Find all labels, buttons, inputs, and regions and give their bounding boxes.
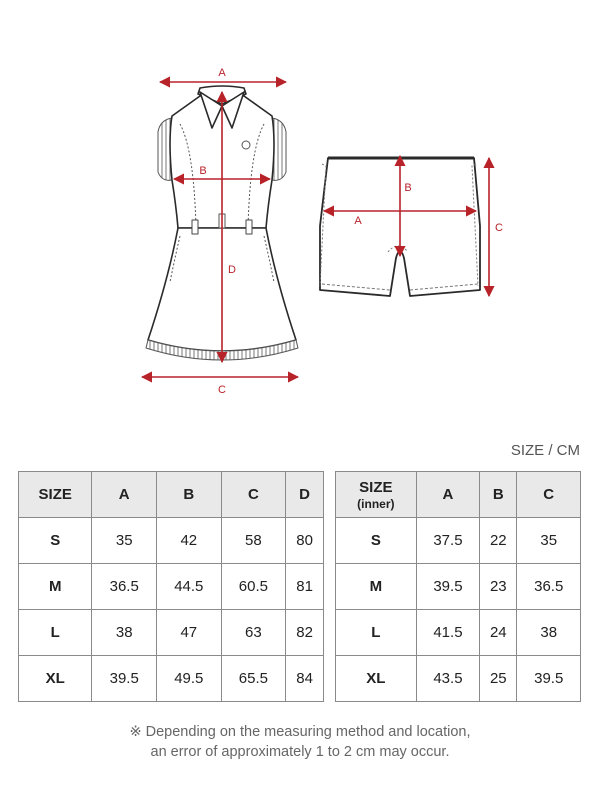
header-b: B	[480, 472, 517, 518]
value-cell: 82	[286, 610, 324, 656]
table-row	[19, 610, 324, 656]
shorts-size-table	[335, 471, 581, 702]
header-a: A	[416, 472, 480, 518]
table-row	[336, 610, 581, 656]
header-c: C	[221, 472, 286, 518]
size-cell: XL	[19, 656, 92, 702]
note-line-2: an error of approximately 1 to 2 cm may occur.	[150, 744, 450, 760]
header-size-sub: (inner)	[357, 496, 395, 511]
size-cell: L	[19, 610, 92, 656]
value-cell: 42	[157, 518, 222, 564]
size-cell: L	[336, 610, 417, 656]
table-header-row	[19, 472, 324, 518]
value-cell: 35	[92, 518, 157, 564]
table-row	[336, 564, 581, 610]
value-cell: 37.5	[416, 518, 480, 564]
table-row	[19, 656, 324, 702]
value-cell: 24	[480, 610, 517, 656]
dress-label-a: A	[218, 67, 226, 79]
shorts-label-c: C	[495, 222, 503, 234]
size-cell: XL	[336, 656, 417, 702]
header-b: B	[157, 472, 222, 518]
value-cell: 23	[480, 564, 517, 610]
size-cell: S	[19, 518, 92, 564]
value-cell: 38	[92, 610, 157, 656]
value-cell: 84	[286, 656, 324, 702]
value-cell: 39.5	[517, 656, 581, 702]
value-cell: 58	[221, 518, 286, 564]
value-cell: 39.5	[416, 564, 480, 610]
value-cell: 49.5	[157, 656, 222, 702]
note-line-1: ※ Depending on the measuring method and location,	[129, 724, 471, 740]
value-cell: 22	[480, 518, 517, 564]
value-cell: 41.5	[416, 610, 480, 656]
header-a: A	[92, 472, 157, 518]
value-cell: 60.5	[221, 564, 286, 610]
dress-label-c: C	[218, 384, 226, 396]
value-cell: 39.5	[92, 656, 157, 702]
shorts-label-b: B	[404, 182, 412, 194]
table-row	[19, 518, 324, 564]
table-row	[336, 518, 581, 564]
value-cell: 36.5	[517, 564, 581, 610]
dress-label-b: B	[199, 165, 207, 177]
value-cell: 65.5	[221, 656, 286, 702]
shorts-label-a: A	[354, 215, 362, 227]
size-cell: M	[19, 564, 92, 610]
value-cell: 35	[517, 518, 581, 564]
size-cell: M	[336, 564, 417, 610]
size-cell: S	[336, 518, 417, 564]
value-cell: 80	[286, 518, 324, 564]
header-size-label: SIZE	[359, 478, 393, 496]
value-cell: 63	[221, 610, 286, 656]
unit-label: SIZE / CM	[510, 442, 580, 459]
table-header-row	[336, 472, 581, 518]
header-size	[336, 472, 417, 518]
header-size: SIZE	[19, 472, 92, 518]
table-row	[19, 564, 324, 610]
value-cell: 38	[517, 610, 581, 656]
table-row	[336, 656, 581, 702]
value-cell: 43.5	[416, 656, 480, 702]
header-d: D	[286, 472, 324, 518]
value-cell: 36.5	[92, 564, 157, 610]
value-cell: 44.5	[157, 564, 222, 610]
dress-size-table	[18, 471, 324, 702]
value-cell: 47	[157, 610, 222, 656]
dress-label-d: D	[228, 264, 236, 276]
value-cell: 25	[480, 656, 517, 702]
header-c: C	[517, 472, 581, 518]
measurement-note	[0, 722, 600, 762]
value-cell: 81	[286, 564, 324, 610]
